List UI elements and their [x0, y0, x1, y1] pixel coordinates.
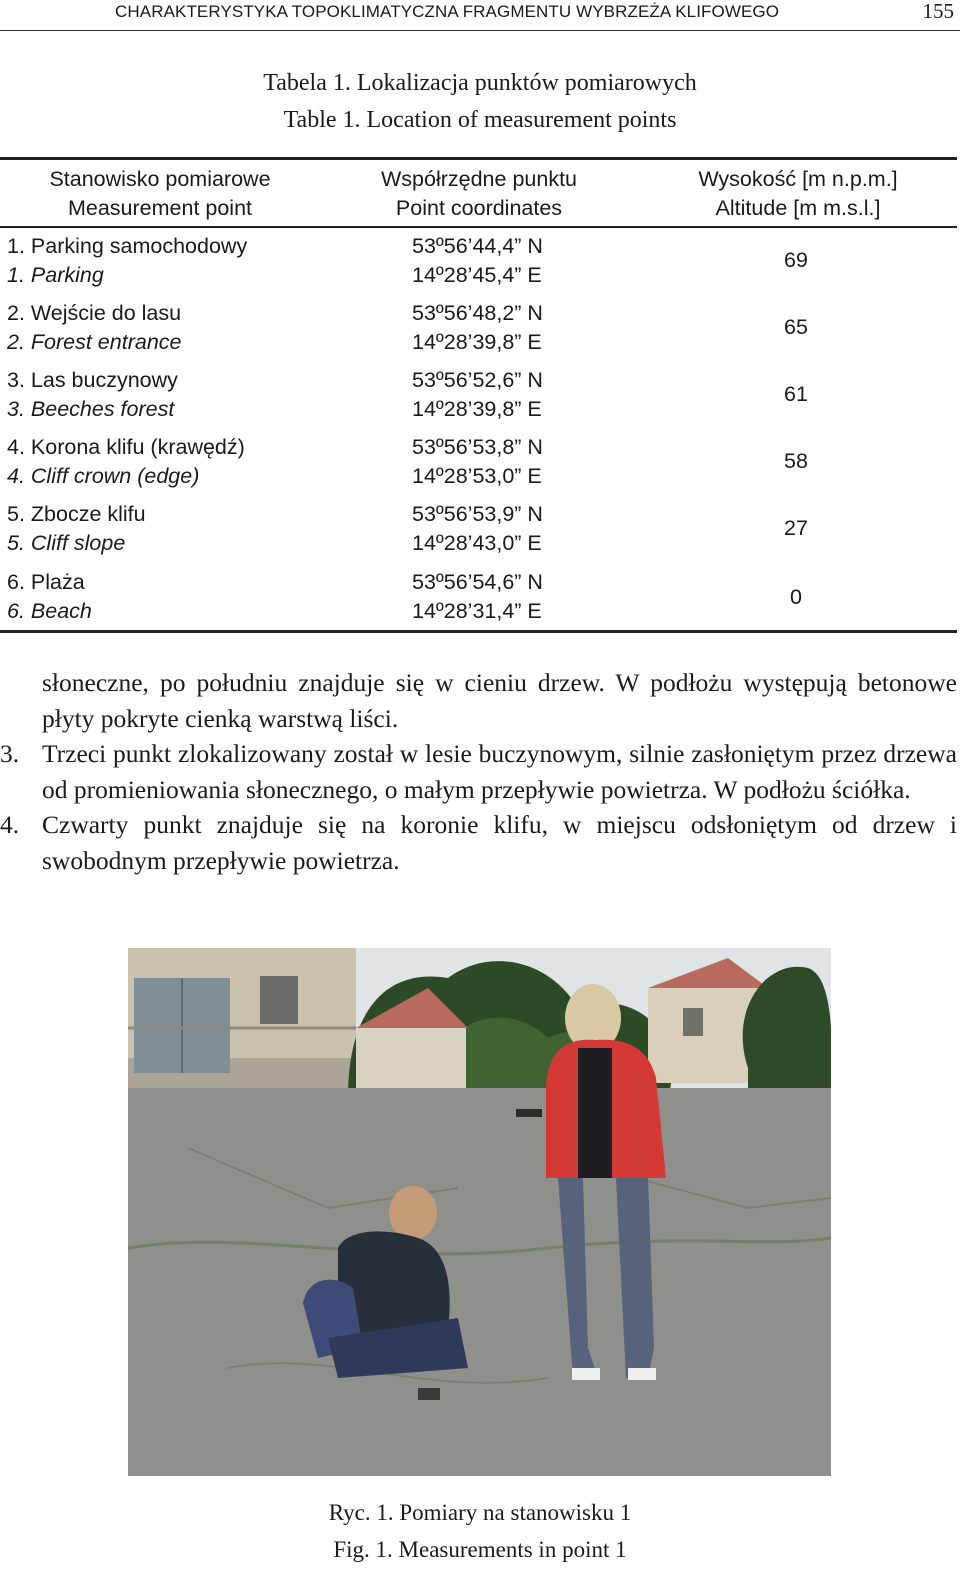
point-name-en: 5. Cliff slope — [7, 531, 126, 555]
latitude: 53º56’48,2” N — [412, 301, 543, 325]
table-row — [0, 232, 957, 294]
list-item-number: 4. — [0, 810, 20, 839]
figure-caption-pl: Ryc. 1. Pomiary na stanowisku 1 — [328, 1500, 632, 1525]
continuation-paragraph — [0, 665, 957, 736]
altitude-value: 65 — [784, 315, 808, 339]
list-item-number: 3. — [0, 739, 20, 768]
table-row — [0, 433, 957, 495]
altitude-value: 58 — [784, 449, 808, 473]
table-top-rule — [0, 157, 957, 160]
latitude: 53º56’54,6” N — [412, 570, 543, 594]
point-name-en: 4. Cliff crown (edge) — [7, 464, 200, 488]
longitude: 14º28’39,8” E — [412, 397, 542, 421]
column-header-altitude: Wysokość [m n.p.m.] Altitude [m m.s.l.] — [698, 167, 898, 220]
page-number: 155 — [922, 0, 954, 23]
longitude: 14º28’53,0” E — [412, 464, 542, 488]
list-item — [0, 736, 957, 807]
altitude-value: 61 — [784, 382, 808, 406]
point-name-pl: 3. Las buczynowy — [7, 368, 178, 392]
altitude-value: 0 — [790, 585, 802, 609]
table-bottom-rule — [0, 630, 957, 633]
list-item-text: Czwarty punkt znajduje się na koronie klifu, w miejscu odsłoniętym od drzew i swobodnym przepływie powietrza. — [42, 810, 957, 875]
longitude: 14º28’31,4” E — [412, 599, 542, 623]
longitude: 14º28’43,0” E — [412, 531, 542, 555]
point-name-en: 6. Beach — [7, 599, 92, 623]
latitude: 53º56’53,8” N — [412, 435, 543, 459]
table-row — [0, 299, 957, 361]
point-name-en: 2. Forest entrance — [7, 330, 182, 354]
longitude: 14º28’39,8” E — [412, 330, 542, 354]
latitude: 53º56’44,4” N — [412, 234, 543, 258]
list-item-text: Trzeci punkt zlokalizowany został w lesie buczynowym, silnie zasłoniętym przez drzewa od promieniowania słonecznego, o małym przepływie powietrza. W podłożu ściółka. — [42, 739, 957, 804]
table-row — [0, 366, 957, 428]
running-title: CHARAKTERYSTYKA TOPOKLIMATYCZNA FRAGMENTU WYBRZEŻA KLIFOWEGO — [115, 2, 780, 21]
body-text — [0, 665, 957, 878]
table-row — [0, 500, 957, 562]
list-item — [0, 807, 957, 878]
altitude-value: 69 — [784, 248, 808, 272]
point-name-pl: 5. Zbocze klifu — [7, 502, 146, 526]
point-name-pl: 4. Korona klifu (krawędź) — [7, 435, 245, 459]
column-header-coordinates: Współrzędne punktu Point coordinates — [381, 167, 577, 220]
longitude: 14º28’45,4” E — [412, 263, 542, 287]
point-name-en: 1. Parking — [7, 263, 104, 287]
point-name-pl: 2. Wejście do lasu — [7, 301, 182, 325]
running-head — [0, 0, 960, 31]
table-row — [0, 568, 957, 630]
column-header-measurement-point: Stanowisko pomiarowe Measurement point — [49, 167, 271, 220]
table-caption-en: Table 1. Location of measurement points — [283, 107, 677, 133]
measurement-photo — [128, 948, 831, 1476]
latitude: 53º56’53,9” N — [412, 502, 543, 526]
figure-caption-en: Fig. 1. Measurements in point 1 — [333, 1537, 627, 1562]
point-name-en: 3. Beeches forest — [7, 397, 175, 421]
point-name-pl: 6. Plaża — [7, 570, 85, 594]
altitude-value: 27 — [784, 516, 808, 540]
table-header-rule — [0, 226, 957, 228]
point-name-pl: 1. Parking samochodowy — [7, 234, 248, 258]
table-caption-pl: Tabela 1. Lokalizacja punktów pomiarowych — [263, 70, 697, 96]
continuation-text: słoneczne, po południu znajduje się w cieniu drzew. W podłożu występują betonowe płyty pokryte cienką warstwą liści. — [42, 668, 957, 733]
latitude: 53º56’52,6” N — [412, 368, 543, 392]
